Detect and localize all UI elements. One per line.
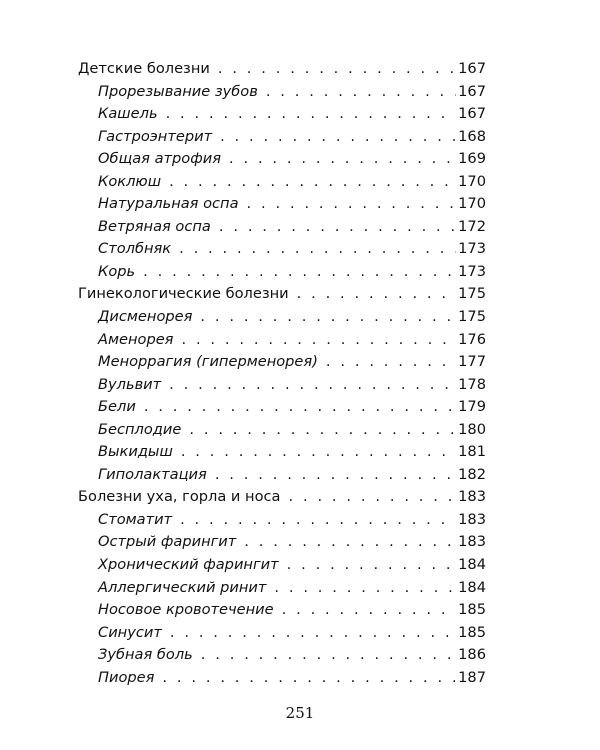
toc-entry xyxy=(78,554,486,577)
toc-entry-page: 173 xyxy=(458,262,486,280)
toc-entry-page: 183 xyxy=(458,510,486,528)
toc-entry xyxy=(78,306,486,329)
toc-entry-title: Пиорея xyxy=(98,668,155,686)
toc-entry-title: Носовое кровотечение xyxy=(98,601,274,619)
toc-entry xyxy=(78,419,486,442)
toc-entry-title: Бесплодие xyxy=(98,420,182,438)
dot-leader xyxy=(144,396,456,419)
toc-entry-title: Дисменорея xyxy=(98,308,193,326)
dot-leader xyxy=(218,58,456,81)
toc-entry-title: Гиполактация xyxy=(98,465,207,483)
toc-entry-title: Ветряная оспа xyxy=(98,217,211,235)
toc-entry-page: 182 xyxy=(458,465,486,483)
toc-entry-page: 183 xyxy=(458,488,486,506)
toc-entry-page: 187 xyxy=(458,668,486,686)
toc-entry-page: 175 xyxy=(458,308,486,326)
toc-entry xyxy=(78,103,486,126)
toc-entry xyxy=(78,81,486,104)
dot-leader xyxy=(179,238,456,261)
toc-entry-title: Гинекологические болезни xyxy=(78,285,289,303)
dot-leader xyxy=(282,599,457,622)
toc-entry-title: Синусит xyxy=(98,623,162,641)
dot-leader xyxy=(200,306,456,329)
toc-entry xyxy=(78,193,486,216)
toc-entry xyxy=(78,599,486,622)
dot-leader xyxy=(287,554,457,577)
toc-entry-page: 186 xyxy=(458,646,486,664)
dot-leader xyxy=(247,193,457,216)
toc-entry-page: 173 xyxy=(458,240,486,258)
dot-leader xyxy=(229,148,456,171)
toc-entry-title: Зубная боль xyxy=(98,646,193,664)
dot-leader xyxy=(274,577,456,600)
toc-entry xyxy=(78,329,486,352)
toc-entry-page: 167 xyxy=(458,82,486,100)
toc-section xyxy=(78,58,486,81)
toc-entry-title: Хронический фарингит xyxy=(98,556,279,574)
toc-entry xyxy=(78,261,486,284)
toc-entry-title: Аменорея xyxy=(98,330,174,348)
toc-section xyxy=(78,283,486,306)
toc-entry xyxy=(78,464,486,487)
toc-entry-page: 170 xyxy=(458,195,486,213)
toc-entry xyxy=(78,374,486,397)
toc-entry-page: 181 xyxy=(458,443,486,461)
toc-entry-title: Кашель xyxy=(98,105,158,123)
toc-entry-title: Коклюш xyxy=(98,172,162,190)
toc-entry-page: 183 xyxy=(458,533,486,551)
toc-entry xyxy=(78,148,486,171)
dot-leader xyxy=(201,644,456,667)
page-number: 251 xyxy=(285,704,315,722)
dot-leader xyxy=(181,329,456,352)
dot-leader xyxy=(189,419,456,442)
toc-entry-title: Прорезывание зубов xyxy=(98,82,258,100)
toc-entry xyxy=(78,171,486,194)
toc-entry-page: 168 xyxy=(458,127,486,145)
toc-section xyxy=(78,486,486,509)
toc-entry-page: 177 xyxy=(458,353,486,371)
dot-leader xyxy=(169,374,456,397)
toc-entry-title: Стоматит xyxy=(98,510,173,528)
dot-leader xyxy=(289,486,457,509)
toc-entry-title: Общая атрофия xyxy=(98,150,221,168)
toc-entry-page: 170 xyxy=(458,172,486,190)
toc-entry-title: Детские болезни xyxy=(78,60,210,77)
dot-leader xyxy=(162,667,456,690)
toc-entry xyxy=(78,531,486,554)
toc-entry-title: Вульвит xyxy=(98,375,162,393)
toc-entry-page: 185 xyxy=(458,601,486,619)
dot-leader xyxy=(266,81,456,104)
toc-entry-page: 176 xyxy=(458,330,486,348)
toc-entry xyxy=(78,396,486,419)
table-of-contents xyxy=(78,58,486,689)
toc-entry-title: Корь xyxy=(98,262,136,280)
dot-leader xyxy=(326,351,456,374)
toc-entry-title: Гастроэнтерит xyxy=(98,127,213,145)
toc-entry xyxy=(78,216,486,239)
toc-entry-page: 172 xyxy=(458,217,486,235)
toc-entry-title: Болезни уха, горла и носа xyxy=(78,488,281,506)
toc-entry-page: 184 xyxy=(458,578,486,596)
toc-entry-title: Острый фарингит xyxy=(98,533,237,551)
toc-entry-page: 185 xyxy=(458,623,486,641)
toc-entry-title: Выкидыш xyxy=(98,443,173,461)
toc-entry-title: Меноррагия (гиперменорея) xyxy=(98,353,318,371)
dot-leader xyxy=(220,126,456,149)
dot-leader xyxy=(169,171,456,194)
toc-entry-page: 178 xyxy=(458,375,486,393)
toc-entry xyxy=(78,577,486,600)
toc-entry-page: 184 xyxy=(458,556,486,574)
toc-entry-page: 180 xyxy=(458,420,486,438)
toc-entry xyxy=(78,509,486,532)
dot-leader xyxy=(244,531,456,554)
toc-entry-page: 179 xyxy=(458,398,486,416)
dot-leader xyxy=(166,103,457,126)
dot-leader xyxy=(181,441,456,464)
toc-entry xyxy=(78,441,486,464)
dot-leader xyxy=(143,261,456,284)
dot-leader xyxy=(219,216,456,239)
dot-leader xyxy=(180,509,456,532)
toc-entry xyxy=(78,644,486,667)
dot-leader xyxy=(297,283,457,306)
toc-entry-page: 167 xyxy=(458,60,486,77)
toc-entry-title: Бели xyxy=(98,398,136,416)
toc-entry-page: 169 xyxy=(458,150,486,168)
toc-entry xyxy=(78,622,486,645)
toc-entry xyxy=(78,126,486,149)
dot-leader xyxy=(215,464,456,487)
toc-entry xyxy=(78,351,486,374)
toc-entry-title: Аллергический ринит xyxy=(98,578,267,596)
dot-leader xyxy=(170,622,456,645)
toc-entry-page: 175 xyxy=(458,285,486,303)
toc-entry-page: 167 xyxy=(458,105,486,123)
toc-entry-title: Натуральная оспа xyxy=(98,195,239,213)
toc-entry xyxy=(78,667,486,690)
toc-entry-title: Столбняк xyxy=(98,240,172,258)
toc-entry xyxy=(78,238,486,261)
